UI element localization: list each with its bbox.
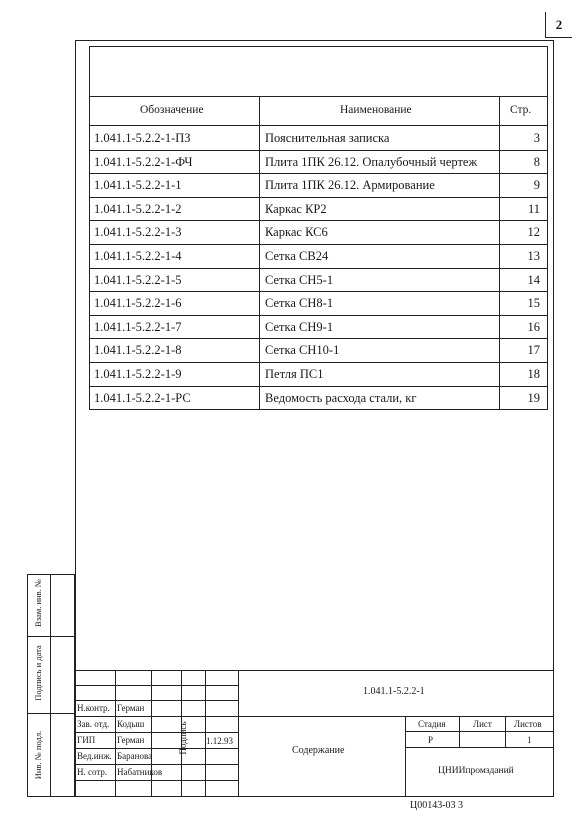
row-designation: 1.041.1-5.2.2-1-7 [94,319,182,334]
stage-value: Р [428,735,434,745]
row-designation: 1.041.1-5.2.2-1-1 [94,178,182,193]
row-name: Сетка СН8-1 [265,296,334,311]
tb-row-line [75,700,238,701]
header-page: Стр. [510,104,532,116]
side-divider [50,574,51,797]
tb-row-line [75,685,238,686]
person-name: Баранова [117,751,153,761]
row-name: Сетка СВ24 [265,249,329,263]
person-role: Н. сотр. [77,767,108,777]
row-page: 17 [527,343,540,358]
archive-stamp: Ц00143-03 3 [410,800,464,811]
person-name: Набатников [117,767,163,777]
tb-row-line [75,764,238,765]
organization: ЦНИИпромзданий [438,766,514,776]
tb-divider [151,670,152,797]
row-divider [89,173,548,174]
row-designation: 1.041.1-5.2.2-1-8 [94,343,182,358]
row-designation: 1.041.1-5.2.2-1-ФЧ [94,154,193,169]
tb-row-line [75,716,554,717]
sheets-value: 1 [527,735,532,745]
row-designation: 1.041.1-5.2.2-1-4 [94,249,182,263]
signature-label: Подпись [178,721,188,755]
title-block-top [75,670,554,671]
row-divider [89,315,548,316]
row-page: 3 [533,131,540,145]
date-value: 1.12.93 [206,736,233,746]
tb-divider [115,670,116,797]
row-designation: 1.041.1-5.2.2-1-9 [94,367,182,381]
sheet-label: Лист [473,719,492,729]
row-divider [89,338,548,339]
person-role: ГИП [77,735,96,745]
person-name: Кодыш [117,719,145,729]
side-divider [27,713,75,714]
row-page: 13 [527,249,540,263]
row-name: Плита 1ПК 26.12. Армирование [265,178,435,193]
row-designation: 1.041.1-5.2.2-1-3 [94,225,182,240]
person-name: Герман [117,735,145,745]
tb-divider [238,670,239,797]
row-name: Каркас КС6 [265,225,328,240]
row-divider [89,409,548,410]
row-divider [89,291,548,292]
person-role: Зав. отд. [77,719,110,729]
row-page: 12 [527,225,540,240]
tb-row-line [405,747,554,748]
sheet-title: Содержание [292,745,345,756]
row-name: Плита 1ПК 26.12. Опалубочный чертеж [265,154,478,169]
tb-row-line [75,780,238,781]
tb-row-line [75,748,238,749]
row-page: 19 [527,390,540,405]
row-name: Ведомость расхода стали, кг [265,390,417,405]
row-page: 18 [527,367,540,381]
row-page: 16 [527,319,540,334]
person-role: Вед.инж. [77,751,112,761]
row-divider [89,386,548,387]
tb-row-line [75,732,238,733]
row-page: 11 [527,201,540,216]
row-page: 14 [527,272,540,287]
row-divider [89,244,548,245]
row-name: Пояснительная записка [265,131,390,145]
row-divider [89,362,548,363]
row-name: Сетка СН5-1 [265,272,334,287]
side-label-sign-date: Подпись и дата [33,645,43,701]
tb-divider [205,670,206,797]
row-designation: 1.041.1-5.2.2-1-РС [94,390,191,405]
row-name: Сетка СН10-1 [265,343,340,358]
row-name: Петля ПС1 [265,367,324,381]
tb-row-line [405,731,554,732]
row-designation: 1.041.1-5.2.2-1-ПЗ [94,131,191,145]
person-name: Герман [117,703,145,713]
header-name: Наименование [340,104,412,116]
doc-code: 1.041.1-5.2.2-1 [363,686,425,697]
row-name: Сетка СН9-1 [265,319,334,334]
row-page: 9 [533,178,540,193]
row-designation: 1.041.1-5.2.2-1-6 [94,296,182,311]
page-number: 2 [545,12,572,38]
side-label-inv-orig: Инв. № подл. [33,730,43,780]
row-page: 15 [527,296,540,311]
row-name: Каркас КР2 [265,201,327,216]
row-divider [89,150,548,151]
row-divider [89,220,548,221]
row-divider [89,197,548,198]
sheets-label: Листов [514,719,542,729]
person-role: Н.контр. [77,703,110,713]
row-designation: 1.041.1-5.2.2-1-2 [94,201,182,216]
side-label-replace: Взам. инв. № [33,579,43,627]
tb-divider [405,716,406,797]
row-page: 8 [533,154,540,169]
row-divider [89,268,548,269]
stage-label: Стадия [418,719,446,729]
header-designation: Обозначение [140,104,204,116]
row-designation: 1.041.1-5.2.2-1-5 [94,272,182,287]
